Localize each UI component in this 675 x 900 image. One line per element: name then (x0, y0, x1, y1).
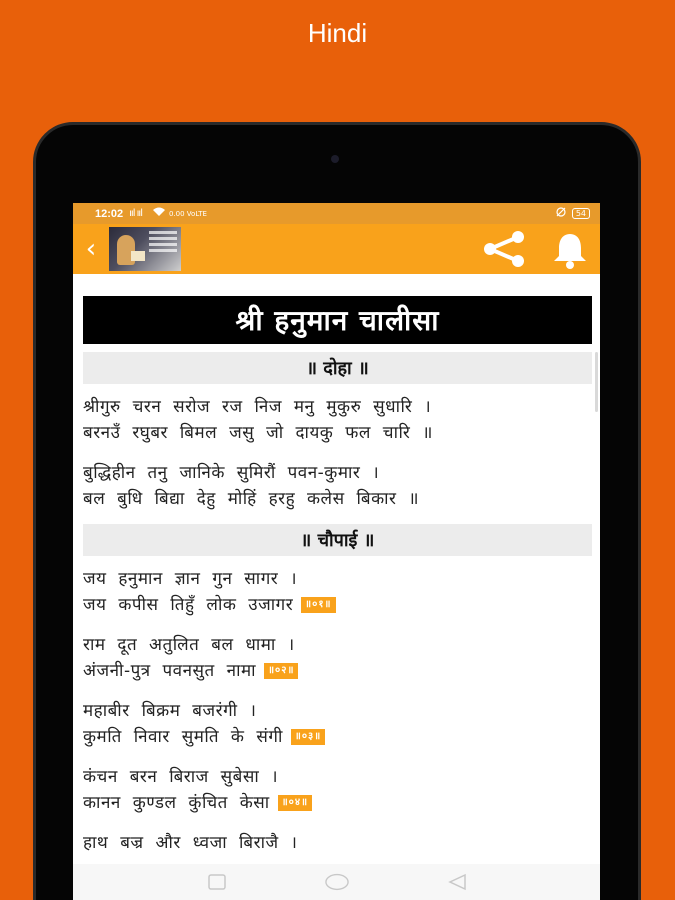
promo-caption: Hindi (307, 18, 368, 48)
status-time: 12:02 (95, 207, 124, 220)
app-bar (73, 224, 600, 274)
bell-icon (550, 230, 590, 270)
verse-line: अंजनी-पुत्र पवनसुत नामा (83, 661, 257, 681)
verse-number-badge: ॥०२॥ (264, 663, 298, 679)
chaupai-verse-1 (83, 566, 590, 618)
verse-line: जय कपीस तिहुँ लोक उजागर (83, 595, 294, 615)
verse-line: कंचन बरन बिराज सुबेसा । (83, 767, 279, 787)
circle-icon (325, 873, 349, 891)
device-screen (73, 203, 600, 900)
mute-icon (556, 207, 566, 220)
verse-line: बुद्धिहीन तनु जानिके सुमिरौं पवन-कुमार । (83, 463, 380, 483)
verse-line: बरनउँ रघुबर बिमल जसु जो दायकु फल चारि ॥ (83, 423, 433, 443)
verse-number-badge: ॥०१॥ (301, 597, 335, 613)
page-title: श्री हनुमान चालीसा (83, 296, 592, 344)
back-button[interactable] (73, 224, 109, 274)
chaupai-verse-4 (83, 764, 590, 816)
notification-button[interactable] (550, 230, 590, 270)
status-bar (73, 203, 600, 224)
verse-line: जय हनुमान ज्ञान गुन सागर । (83, 569, 298, 589)
doha-verse-1 (83, 394, 590, 446)
camera-dot (331, 155, 339, 163)
back-nav-button[interactable] (445, 872, 469, 892)
section-header-doha: ॥ दोहा ॥ (83, 352, 592, 384)
verse-line: हाथ बज्र और ध्वजा बिराजै । (83, 833, 298, 853)
system-nav-bar (73, 864, 600, 900)
app-logo (109, 227, 181, 271)
chaupai-verse-5 (83, 830, 590, 856)
scrollbar[interactable] (595, 352, 598, 412)
home-button[interactable] (325, 872, 349, 892)
wifi-icon (152, 207, 166, 220)
verse-line: महाबीर बिक्रम बजरंगी । (83, 701, 257, 721)
verse-line: कानन कुण्डल कुंचित केसा (83, 793, 270, 813)
verse-line: श्रीगुरु चरन सरोज रज निज मनु मुकुरु सुधारि । (83, 397, 432, 417)
triangle-back-icon (447, 873, 467, 891)
chaupai-verse-3 (83, 698, 590, 750)
doha-verse-2 (83, 460, 590, 512)
verse-line: बल बुधि बिद्या देहु मोहिं हरहु कलेस बिकार ॥ (83, 489, 420, 509)
chevron-left-icon: ‹ (85, 234, 97, 264)
chaupai-verse-2 (83, 632, 590, 684)
verse-number-badge: ॥०३॥ (291, 729, 325, 745)
square-icon (208, 874, 226, 890)
verse-line: कुमति निवार सुमति के संगी (83, 727, 283, 747)
battery-indicator: 54 (572, 208, 590, 219)
verse-line: राम दूत अतुलित बल धामा । (83, 635, 295, 655)
network-label: 0.00 VoLTE (169, 209, 207, 218)
signal-icon: ııl ııl (129, 208, 142, 219)
verse-number-badge: ॥०४॥ (278, 795, 312, 811)
share-button[interactable] (480, 230, 528, 268)
section-header-chaupai: ॥ चौपाई ॥ (83, 524, 592, 556)
recents-button[interactable] (205, 872, 229, 892)
chalisa-content[interactable] (73, 274, 600, 864)
share-icon (480, 230, 528, 268)
